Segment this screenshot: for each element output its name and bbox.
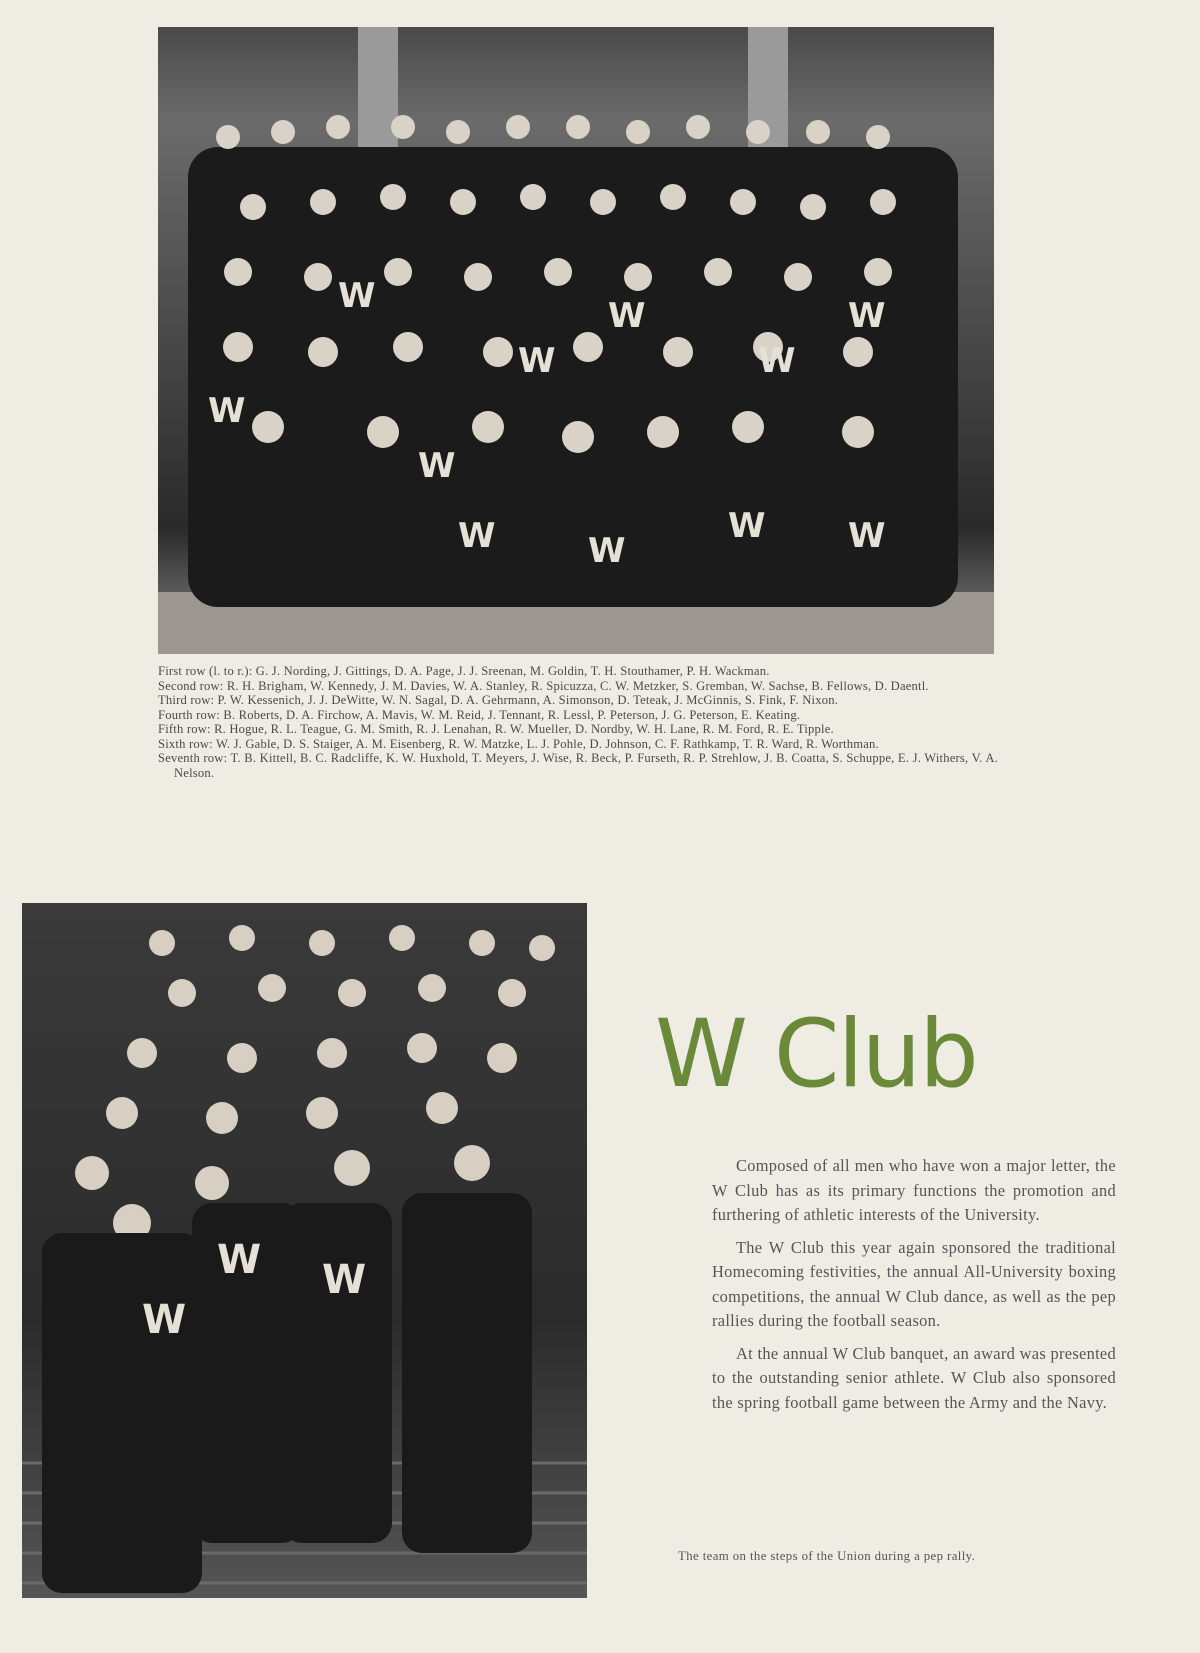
svg-text:W: W: [208, 391, 246, 431]
caption-row: Third row: P. W. Kessenich, J. J. DeWitte, W. N. Sagal, D. A. Gehrmann, A. Simonson, D. Teteak, J. McGinnis, S. Fink, F. Nixon.: [158, 693, 839, 707]
caption-row: Fifth row: R. Hogue, R. L. Teague, G. M. Smith, R. J. Lenahan, R. W. Mueller, D. Nordby, W. H. Lane, R. M. Ford, R. E. Tipple.: [158, 722, 834, 736]
svg-text:W: W: [848, 516, 886, 556]
pep-rally-caption: The team on the steps of the Union during a pep rally.: [678, 1549, 976, 1563]
caption-row: Fourth row: B. Roberts, D. A. Firchow, A. Mavis, W. M. Reid, J. Tennant, R. Lessl, P. Peterson, J. G. Peterson, E. Keating.: [158, 707, 801, 722]
group-photo-icon: [158, 27, 994, 654]
photo-caption: [158, 664, 998, 780]
paragraph: At the annual W Club banquet, an award was presented to the outstanding senior athlete. W Club also sponsored the spring football game between the Army and the Navy.: [712, 1343, 1116, 1412]
pep-rally-photo: [22, 903, 587, 1598]
svg-text:W: W: [418, 446, 456, 486]
caption-row: First row (l. to r.): G. J. Nording, J. Gittings, D. A. Page, J. J. Sreenan, M. Goldin, T. H. Stouthamer, P. H. Wackman.: [158, 664, 770, 678]
svg-text:W: W: [518, 341, 556, 381]
svg-text:W: W: [338, 276, 376, 316]
svg-text:W: W: [728, 506, 766, 546]
section-title: W Club: [655, 1000, 977, 1109]
body-text: [712, 1154, 1116, 1423]
caption-row: Sixth row: W. J. Gable, D. S. Staiger, A. M. Eisenberg, R. W. Matzke, L. J. Pohle, D. Johnson, C. F. Rathkamp, T. R. Ward, R. Worthman.: [158, 736, 879, 751]
svg-text:W: W: [608, 296, 646, 336]
paragraph: Composed of all men who have won a major letter, the W Club has as its primary functions the promotion and furthering of athletic interests of the University.: [712, 1156, 1116, 1224]
svg-text:W: W: [458, 516, 496, 556]
svg-text:W: W: [322, 1257, 367, 1303]
svg-text:W: W: [142, 1297, 187, 1343]
paragraph: The W Club this year again sponsored the traditional Homecoming festivities, the annual All-University boxing competitions, the annual W Club dance, as well as the pep rallies during the football season.: [712, 1237, 1116, 1330]
caption-row: Seventh row: T. B. Kittell, B. C. Radcliffe, K. W. Huxhold, T. Meyers, J. Wise, R. Beck, P. Furseth, R. P. Strehlow, J. B. Coatta, S. Schuppe, E. J. Withers, V. A. Nelson.: [158, 751, 998, 780]
svg-text:W: W: [217, 1237, 262, 1283]
group-photo: [158, 27, 994, 654]
crowd-photo-icon: [22, 903, 587, 1598]
svg-text:W: W: [758, 341, 796, 381]
svg-text:W: W: [588, 531, 626, 571]
svg-text:W: W: [848, 296, 886, 336]
caption-row: Second row: R. H. Brigham, W. Kennedy, J. M. Davies, W. A. Stanley, R. Spicuzza, C. W. Metzker, S. Gremban, W. Sachse, B. Fellows, D. Daentl.: [158, 678, 929, 693]
